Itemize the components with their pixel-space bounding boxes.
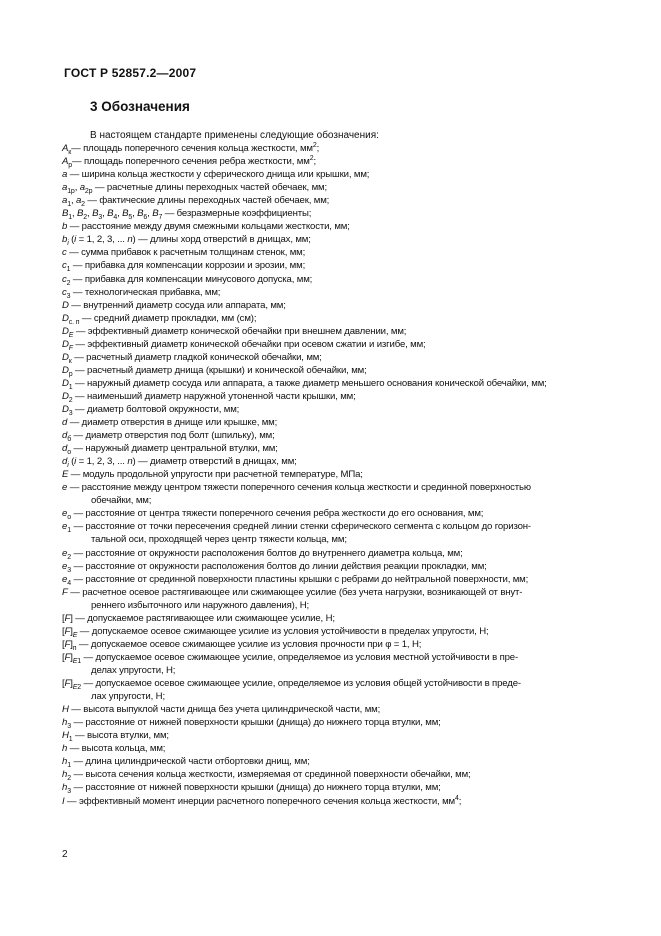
symbol-description: — допускаемое осевое сжимающее усилие из условия прочности при φ = 1, Н; (76, 638, 422, 650)
symbol-notation: c (62, 247, 67, 259)
page-number: 2 (62, 849, 68, 860)
symbol-description: — сумма прибавок к расчетным толщинам стенок, мм; (66, 247, 306, 259)
symbol-description-continuation: делах упругости, Н; (91, 664, 176, 676)
symbol-description: — расчетное осевое растягивающее или сжимающее усилие (без учета нагрузки, возникающей от внут- (67, 586, 523, 598)
symbol-description: — расстояние от точки пересечения средней линии стенки сферического сегмента с кольцом до горизон- (70, 521, 531, 533)
symbol-entry (62, 481, 531, 507)
symbol-description: — средний диаметр прокладки, мм (см); (79, 312, 257, 324)
symbol-notation: $e_1$ (62, 521, 71, 535)
symbol-description: — длина цилиндрической части отбортовки днищ, мм; (70, 756, 310, 768)
symbol-entry (62, 181, 327, 194)
symbol-entry (62, 246, 305, 259)
symbol-notation: $b_i$ (i = 1, 2, 3, ... n) (62, 234, 136, 248)
symbol-description: — расстояние между центром тяжести поперечного сечения кольца жесткости и срединной поверхностью (67, 482, 531, 494)
symbol-notation: $h_1$ (62, 756, 71, 770)
symbol-entry (62, 755, 310, 768)
symbol-notation: $[F]_п$ (62, 638, 77, 652)
symbol-notation: $c_3$ (62, 286, 71, 300)
symbol-description: — эффективный момент инерции расчетного поперечного сечения кольца жесткости, $мм^4$; (64, 794, 462, 807)
symbol-description: — прибавка для компенсации минусового допуска, мм; (70, 273, 313, 285)
symbol-description: — высота сечения кольца жесткости, измеряемая от срединной поверхности обечайки, мм; (70, 769, 471, 781)
symbol-description: — внутренний диаметр сосуда или аппарата, мм; (68, 299, 286, 311)
symbol-description: — эффективный диаметр конической обечайки при осевом сжатии и изгибе, мм; (72, 338, 426, 350)
symbol-notation: $A_р$ (62, 156, 72, 169)
symbol-notation: $D_F$ (62, 338, 73, 352)
symbol-description: — высота втулки, мм; (72, 730, 169, 742)
symbol-entry (62, 520, 531, 546)
document-header: ГОСТ Р 52857.2—2007 (64, 66, 197, 80)
symbol-notation: $d_б$ (62, 430, 72, 443)
symbol-notation: $D_р$ (62, 364, 73, 378)
symbol-notation: [F] (62, 612, 73, 624)
symbol-entry (62, 338, 426, 351)
symbol-entry (62, 612, 335, 625)
symbol-description-continuation: лах упругости, Н; (91, 691, 165, 703)
symbol-entry (62, 573, 528, 586)
symbol-notation: $A_к$ (62, 143, 72, 156)
symbol-notation: $d_о$ (62, 443, 71, 457)
symbol-entry (62, 703, 380, 716)
symbol-description: — расстояние между двумя смежными кольцами жесткости, мм; (67, 221, 350, 233)
symbol-notation: $e_2$ (62, 547, 71, 561)
symbol-notation: $e_о$ (62, 508, 71, 522)
symbol-entry (62, 455, 297, 468)
symbol-notation: $[F]_E$ (62, 625, 78, 639)
section-title: 3 Обозначения (90, 99, 190, 114)
symbol-entry (62, 468, 363, 481)
intro-text: В настоящем стандарте применены следующие обозначения: (90, 130, 379, 141)
symbol-notation: F (62, 586, 68, 598)
symbol-description: — длины хорд отверстий в днищах, мм; (135, 234, 311, 246)
symbol-description: — наружный диаметр сосуда или аппарата, а также диаметр меньшего основания конической обечайки, мм; (72, 377, 547, 389)
symbol-notation: $D_E$ (62, 325, 74, 339)
symbol-description: — диаметр отверстий в днищах, мм; (135, 456, 297, 468)
symbol-notation: H (62, 704, 69, 716)
symbol-description: — допускаемое осевое сжимающее усилие, определяемое из условия местной устойчивости в пре- (81, 651, 519, 663)
symbol-description: — наружный диаметр центральной втулки, мм; (70, 443, 278, 455)
symbol-notation: I (62, 795, 65, 807)
symbol-description: — диаметр отверстия под болт (шпильку), мм; (71, 430, 275, 442)
symbol-entry (62, 259, 305, 272)
symbol-notation: $[F]_{E1}$ (62, 651, 82, 665)
symbol-entry (62, 377, 547, 390)
symbol-entry (62, 168, 369, 181)
symbol-description-continuation: обечайки, мм; (91, 495, 152, 507)
symbol-description: — расчетный диаметр гладкой конической обечайки, мм; (71, 351, 322, 363)
symbol-notation: $h_3$ (62, 717, 71, 731)
symbol-description: — технологическая прибавка, мм; (70, 286, 221, 298)
symbol-description: — высота выпуклой части днища без учета цилиндрической части, мм; (68, 704, 381, 716)
symbol-description: — безразмерные коэффициенты; (162, 208, 312, 220)
symbol-notation: b (62, 221, 68, 233)
symbol-notation: $H_1$ (62, 730, 73, 744)
symbol-description: — расстояние от нижней поверхности крышки (днища) до нижнего торца втулки, мм; (70, 717, 441, 729)
symbol-entry (62, 742, 165, 755)
symbol-description: — модуль продольной упругости при расчетной температуре, МПа; (68, 469, 363, 481)
symbol-entry (62, 155, 316, 168)
symbol-entry (62, 560, 487, 573)
symbol-description: — площадь поперечного сечения кольца жесткости, $мм^2$; (71, 141, 320, 154)
symbol-entry (62, 795, 461, 808)
symbol-entry (62, 547, 463, 560)
symbol-entry (62, 429, 275, 442)
symbol-entry (62, 651, 518, 677)
symbol-description: — диаметр отверстия в днище или крышке, мм; (67, 417, 278, 429)
symbol-entry (62, 351, 322, 364)
symbol-entry (62, 220, 350, 233)
symbol-entry (62, 716, 441, 729)
symbol-entry (62, 403, 239, 416)
symbol-notation: d (62, 417, 68, 429)
symbol-notation: $h_2$ (62, 769, 71, 783)
symbol-notation: $h_3$ (62, 782, 71, 796)
symbol-description: — допускаемое осевое сжимающее усилие, определяемое из условия общей устойчивости в преде- (81, 678, 521, 690)
symbol-notation: $a_1$, $a_2$ (62, 195, 85, 209)
symbol-description: — ширина кольца жесткости у сферического днища или крышки, мм; (67, 169, 370, 181)
symbol-entry (62, 286, 220, 299)
symbol-notation: e (62, 482, 68, 494)
symbol-entry (62, 207, 311, 220)
symbol-entry (62, 273, 312, 286)
symbol-notation: $c_2$ (62, 273, 71, 287)
symbol-entry (62, 729, 169, 742)
symbol-notation: $d_i$ (i = 1, 2, 3, ... n) (62, 456, 136, 470)
symbol-description: — расстояние от срединной поверхности пластины крышки с ребрами до нейтральной поверхности, мм; (70, 573, 529, 585)
symbol-entry (62, 638, 421, 651)
symbol-notation: a (62, 169, 68, 181)
symbol-description: — расчетные длины переходных частей обечаек, мм; (92, 182, 327, 194)
symbol-notation: $e_3$ (62, 560, 71, 574)
symbol-description: — диаметр болтовой окружности, мм; (72, 404, 240, 415)
symbol-entry (62, 768, 471, 781)
symbol-entry (62, 233, 311, 246)
symbol-description: — наименьший диаметр наружной утоненной части крышки, мм; (72, 390, 356, 402)
symbol-description: — прибавка для компенсации коррозии и эрозии, мм; (70, 260, 306, 272)
symbol-notation: $D_{с. п}$ (62, 312, 80, 326)
symbol-description: — расстояние от нижней поверхности крышки (днища) до нижнего торца втулки, мм; (70, 782, 441, 794)
symbol-notation: $e_4$ (62, 573, 71, 587)
symbol-notation: $B_1$, $B_2$, $B_3$, $B_4$, $B_5$, $B_6$, $B_7$ (62, 208, 163, 222)
symbol-notation: $D_2$ (62, 390, 73, 404)
symbol-notation: $a_{1р}$, $a_{2р}$ (62, 182, 93, 196)
symbol-description: — расстояние от центра тяжести поперечного сечения ребра жесткости до его основания, мм; (70, 508, 484, 520)
symbol-entry (62, 507, 483, 520)
symbol-entry (62, 312, 256, 325)
symbol-entry (62, 416, 277, 429)
symbol-description: — высота кольца, мм; (67, 743, 166, 755)
symbol-entry (62, 364, 367, 377)
symbol-entry (62, 442, 278, 455)
symbol-description: — площадь поперечного сечения ребра жесткости, $мм^2$; (72, 154, 316, 168)
symbol-notation: E (62, 469, 69, 481)
symbol-notation: $D_1$ (62, 377, 73, 391)
symbol-description: — расстояние от окружности расположения болтов до внутреннего диаметра кольца, мм; (70, 547, 463, 559)
symbol-entry (62, 194, 329, 207)
symbol-notation: $[F]_{E2}$ (62, 678, 82, 691)
symbol-entry (62, 390, 356, 403)
symbol-description: — расчетный диаметр днища (крышки) и конической обечайки, мм; (72, 364, 367, 376)
symbol-entry (62, 625, 488, 638)
symbol-entry (62, 299, 286, 312)
symbol-entry (62, 677, 521, 703)
symbol-description: — расстояние от окружности расположения болтов до линии действия реакции прокладки, мм; (70, 560, 487, 572)
symbol-description-continuation: реннего избыточного или наружного давления), Н; (91, 599, 310, 611)
symbol-notation: D (62, 299, 69, 311)
symbol-description-continuation: тальной оси, проходящей через центр тяжести кольца, мм; (91, 534, 347, 546)
symbol-notation: $c_1$ (62, 260, 71, 274)
symbol-entry (62, 781, 441, 794)
symbol-entry (62, 142, 319, 155)
symbol-description: — эффективный диаметр конической обечайки при внешнем давлении, мм; (73, 325, 407, 337)
symbol-description: — допускаемое растягивающее или сжимающее усилие, Н; (72, 612, 335, 624)
symbol-notation: $D_3$ (62, 404, 73, 417)
symbol-description: — допускаемое осевое сжимающее усилие из условия устойчивости в пределах упругости, Н; (77, 625, 489, 637)
symbol-notation: $D_к$ (62, 351, 72, 365)
symbol-entry (62, 586, 522, 612)
symbol-notation: h (62, 743, 68, 755)
symbol-description: — фактические длины переходных частей обечаек, мм; (84, 195, 330, 207)
symbol-entry (62, 325, 406, 338)
